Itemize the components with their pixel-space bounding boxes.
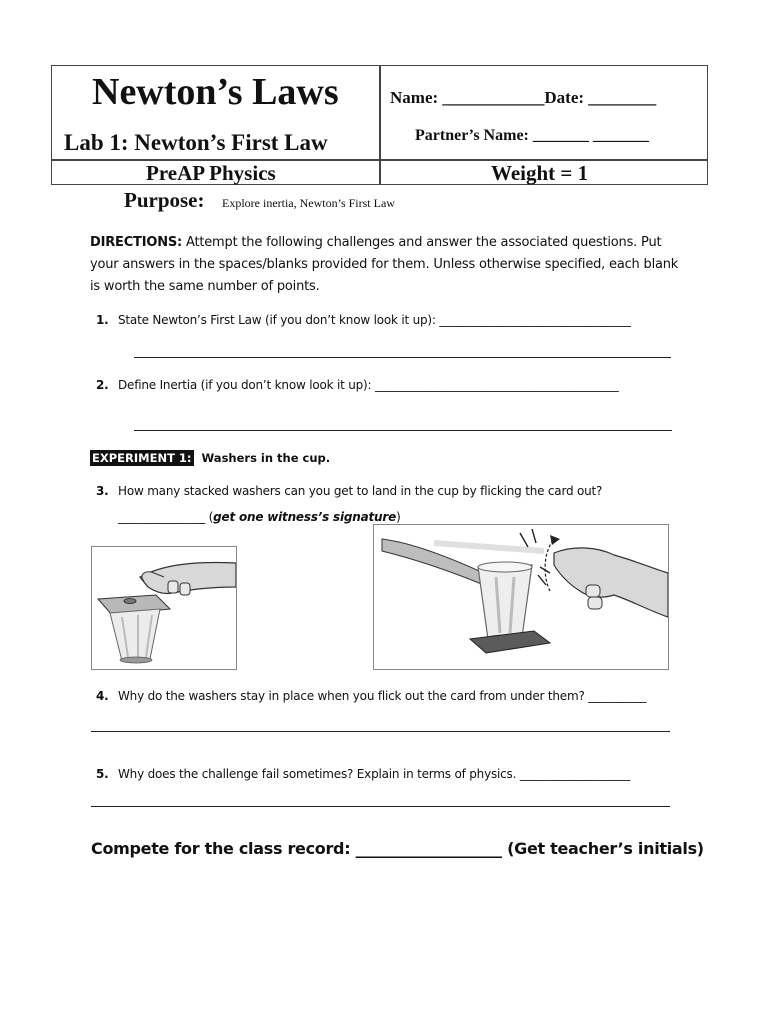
- question-text: Why do the washers stay in place when you flick out the card from under them? __________: [118, 689, 647, 703]
- question-text: Define Inertia (if you don’t know look it up): __________________________________________: [118, 378, 619, 392]
- illustration-card-flick: [373, 524, 669, 670]
- question-text: How many stacked washers can you get to land in the cup by flicking the card out?: [118, 484, 603, 498]
- question-text: State Newton’s First Law (if you don’t know look it up): _________________________________: [118, 313, 631, 327]
- answer-line-q4[interactable]: [91, 731, 670, 732]
- flick-drawing: [374, 525, 668, 669]
- experiment-title: Washers in the cup.: [201, 451, 331, 465]
- signature-blank[interactable]: _______________ (: [118, 510, 214, 524]
- cup-card-drawing: [92, 547, 236, 669]
- signature-line[interactable]: [118, 510, 401, 524]
- signature-instruction: get one witness’s signature: [213, 510, 397, 524]
- question-3: [96, 484, 602, 498]
- weight-label: Weight = 1: [491, 161, 589, 185]
- question-number: 5.: [96, 767, 109, 781]
- question-number: 2.: [96, 378, 109, 392]
- directions: [90, 232, 690, 298]
- question-1: [96, 313, 631, 327]
- signature-close: ): [396, 510, 401, 524]
- question-number: 4.: [96, 689, 109, 703]
- header-table: [51, 65, 708, 185]
- question-number: 3.: [96, 484, 109, 498]
- experiment-badge: EXPERIMENT 1:: [92, 451, 192, 465]
- answer-line-q1[interactable]: [134, 357, 671, 358]
- purpose-text: Explore inertia, Newton’s First Law: [222, 196, 395, 210]
- page-title: Newton’s Laws: [92, 71, 339, 113]
- partner-name-field[interactable]: Partner’s Name: _______ _______: [415, 127, 649, 144]
- answer-line-q2[interactable]: [134, 430, 672, 431]
- course-name: PreAP Physics: [146, 161, 276, 185]
- header-divider-vertical: [379, 66, 381, 184]
- directions-label: DIRECTIONS:: [90, 235, 183, 250]
- question-number: 1.: [96, 313, 109, 327]
- directions-text: Attempt the following challenges and answer the associated questions. Put your answers in the spaces/blanks provided for them. Unless otherwise specified, each blank is worth the same number of points.: [90, 235, 679, 294]
- question-4: [96, 689, 646, 703]
- experiment-heading: [90, 451, 330, 465]
- question-2: [96, 378, 619, 392]
- question-5: [96, 767, 630, 781]
- lab-title: Lab 1: Newton’s First Law: [64, 130, 328, 155]
- question-text: Why does the challenge fail sometimes? Explain in terms of physics. ___________________: [118, 767, 631, 781]
- purpose-label: Purpose:: [124, 188, 205, 212]
- name-date-field[interactable]: Name: ____________Date: ________: [390, 88, 657, 107]
- class-record-line[interactable]: Compete for the class record: ___________________ (Get teacher’s initials): [91, 839, 704, 858]
- illustration-card-on-cup: [91, 546, 237, 670]
- answer-line-q5[interactable]: [91, 806, 670, 807]
